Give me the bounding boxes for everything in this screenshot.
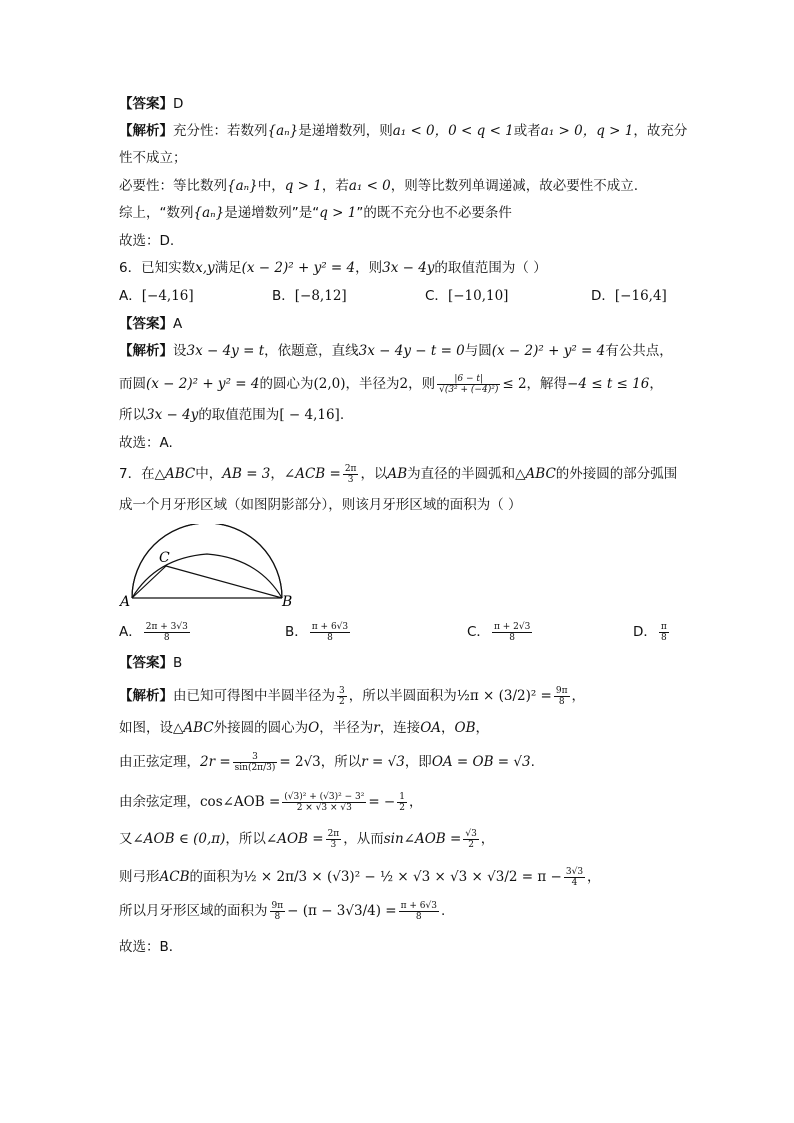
numerator: 3	[233, 752, 278, 763]
text: ，	[649, 376, 663, 392]
math: ∠ACB =	[283, 466, 341, 482]
math: {aₙ}	[267, 123, 299, 139]
text: 有公共点，	[605, 343, 673, 359]
numerator: √3	[465, 828, 477, 839]
math: (2,0)	[313, 376, 346, 392]
math: 3x − 4y − t = 0	[358, 343, 465, 359]
q7-option-b	[285, 620, 352, 644]
option-letter: C．	[425, 288, 448, 304]
text: 成一个月牙形区域（如图阴影部分），则该月牙形区域的面积为（ ）	[119, 497, 522, 513]
text: 的取值范围为（ ）	[434, 260, 547, 276]
text: 性不成立；	[119, 150, 187, 166]
q6-option-a	[119, 286, 194, 306]
text: .	[530, 754, 535, 770]
math: −4 ≤ t ≤ 16	[567, 376, 650, 392]
math: sin∠AOB =	[383, 831, 462, 847]
math: AB	[387, 466, 408, 482]
numerator: 9π	[271, 900, 284, 911]
math: {aₙ}	[193, 205, 225, 221]
text: 设	[173, 343, 187, 359]
math: OA = OB = √3	[431, 754, 531, 770]
math: q > 1	[284, 178, 322, 194]
text: ，	[480, 831, 495, 847]
text: 如图，设	[119, 720, 173, 736]
math: ACB	[159, 869, 190, 885]
q5-analysis-line-2	[119, 148, 187, 168]
denominator: 8	[558, 696, 565, 707]
math: r	[373, 720, 380, 736]
math: (x − 2)² + y² = 4	[491, 343, 606, 359]
math: 3x − 4y = t	[186, 343, 265, 359]
label-b: B	[282, 594, 293, 608]
q5-analysis-line-3	[119, 176, 638, 196]
label-c: C	[159, 550, 170, 566]
text: ”的既不充分也不必要条件	[356, 205, 512, 221]
math: (x − 2)² + y² = 4	[241, 260, 356, 276]
text: ，以	[360, 466, 388, 482]
text: ，则	[355, 260, 383, 276]
text: 综上，“数列	[119, 205, 194, 221]
numerator: 3	[339, 685, 345, 696]
denominator: 2	[339, 696, 345, 707]
math: O	[308, 720, 320, 736]
math: = 2√3	[279, 754, 321, 770]
q7-option-c	[467, 620, 534, 644]
math: △ABC	[173, 720, 214, 736]
text: ，若	[321, 178, 349, 194]
fraction	[310, 622, 350, 643]
denominator: 8	[163, 632, 170, 643]
fraction	[233, 752, 278, 773]
text: 6．已知实数	[119, 260, 196, 276]
denominator: 8	[661, 632, 667, 643]
fraction	[270, 901, 286, 922]
text: 所以	[119, 407, 146, 423]
numerator: (√3)² + (√3)² − 3²	[284, 791, 365, 802]
option-letter: D．	[591, 288, 615, 304]
denominator: 8	[327, 632, 333, 643]
text: ，解得	[526, 376, 568, 392]
math: 3x − 4y	[146, 407, 199, 423]
q7-option-a	[119, 620, 192, 644]
text: 所以月牙形区域的面积为	[119, 903, 268, 919]
math: ½π × (3/2)² =	[456, 688, 552, 704]
option-value: [−16,4]	[614, 288, 667, 304]
text: 而圆	[119, 376, 146, 392]
q5-analysis-line-1	[119, 121, 687, 141]
q7-stem-line-1	[119, 462, 677, 486]
math: ∠AOB ∈ (0,π)	[132, 831, 226, 847]
option-value: [−4,16]	[141, 288, 194, 304]
option-letter: A．	[119, 288, 142, 304]
text: 故选：A.	[119, 435, 173, 451]
q7-stem-line-2	[119, 495, 522, 515]
text: .	[339, 407, 345, 423]
numerator: 1	[399, 791, 405, 802]
text: ，	[408, 794, 423, 810]
analysis-label: 【解析】	[119, 343, 173, 359]
option-letter: D．	[633, 624, 657, 640]
q5-answer-line	[119, 94, 183, 114]
fraction	[554, 686, 570, 707]
denominator: √(3² + (−4)²)	[439, 384, 499, 395]
denominator: sin(2π/3)	[234, 762, 276, 773]
text: ，故充分	[633, 123, 688, 139]
text: 与圆	[464, 343, 492, 359]
q7-choose-line	[119, 937, 182, 957]
text: ，所以	[320, 754, 362, 770]
label-a: A	[120, 594, 131, 608]
math: − (π − 3√3/4) =	[287, 903, 397, 919]
numerator: 9π	[555, 685, 568, 696]
q6-analysis-line-1	[119, 341, 673, 361]
numerator: |6 − t|	[437, 374, 500, 385]
math: [ − 4,16]	[279, 407, 340, 423]
text: ，所以	[225, 831, 266, 847]
math: OB	[454, 720, 476, 736]
text: 则弓形	[119, 869, 160, 885]
math: a₁ < 0	[348, 178, 391, 194]
denominator: 3	[330, 839, 337, 850]
text: ，	[571, 688, 586, 704]
option-letter: B．	[285, 624, 308, 640]
math: q > 1	[319, 205, 357, 221]
denominator: 4	[571, 877, 578, 888]
answer-label: 【答案】	[119, 655, 173, 671]
text: ，连接	[379, 720, 421, 736]
text: ，则	[408, 376, 436, 392]
text: 故选：B．	[119, 939, 183, 955]
denominator: 3	[347, 474, 354, 485]
text: 7．在	[119, 466, 155, 482]
text: ，半径为	[319, 720, 374, 736]
text: 故选：D.	[119, 233, 175, 249]
text: 满足	[214, 260, 242, 276]
fraction	[144, 622, 190, 643]
text: ，	[441, 720, 455, 736]
option-letter: A．	[119, 624, 142, 640]
text: 是递增数列”是“	[224, 205, 320, 221]
q5-choose-line	[119, 231, 174, 251]
analysis-label: 【解析】	[119, 688, 173, 704]
text: 外接圆的圆心为	[213, 720, 309, 736]
math: a₁ > 0，q > 1	[540, 123, 634, 139]
fraction	[437, 374, 500, 395]
text: ，从而	[343, 831, 384, 847]
option-letter: B．	[272, 288, 295, 304]
math: x,y	[195, 260, 215, 276]
q5-analysis-line-4	[119, 203, 512, 223]
q7-option-d	[633, 620, 671, 644]
q6-analysis-line-3	[119, 405, 344, 425]
numerator: 2π	[344, 463, 357, 474]
q6-option-b	[272, 286, 347, 306]
math: ½ × 2π/3 × (√3)² − ½ × √3 × √3 × √3/2 = π −	[243, 869, 562, 885]
text: ，依题意，直线	[264, 343, 359, 359]
denominator: 8	[415, 911, 422, 922]
q7-analysis-line-6	[119, 864, 601, 890]
text: 的外接圆的部分弧围	[555, 466, 678, 482]
text: 由正弦定理，	[119, 754, 200, 770]
text: 的面积为	[189, 869, 244, 885]
denominator: 2	[399, 802, 405, 813]
fraction	[463, 829, 478, 850]
option-letter: C．	[467, 624, 490, 640]
q6-stem	[119, 258, 547, 278]
q7-analysis-line-2	[119, 718, 489, 738]
fraction	[326, 829, 342, 850]
text: 充分性：若数列	[173, 123, 268, 139]
text: ，所以半圆面积为	[348, 688, 457, 704]
numerator: 3√3	[565, 866, 584, 877]
q6-answer-line	[119, 314, 182, 334]
q7-analysis-line-4	[119, 788, 422, 816]
q7-analysis-line-7	[119, 898, 445, 924]
text: .	[440, 903, 446, 919]
text: 中，	[195, 466, 223, 482]
math: 2	[399, 376, 409, 392]
text: 的圆心为	[259, 376, 314, 392]
fraction	[564, 867, 585, 888]
option-value: [−10,10]	[447, 288, 509, 304]
denominator: 2	[468, 839, 474, 850]
numerator: 2π	[327, 828, 340, 839]
math: 3x − 4y	[382, 260, 435, 276]
text: ，	[587, 869, 601, 885]
q6-analysis-line-2	[119, 371, 663, 397]
q6-choose-line	[119, 433, 173, 453]
q6-option-d	[591, 286, 667, 306]
numerator: π	[660, 621, 667, 632]
fraction	[659, 622, 669, 643]
math: r = √3	[361, 754, 405, 770]
answer-value: D	[173, 96, 184, 112]
text: 或者	[513, 123, 541, 139]
math: ∠AOB =	[265, 831, 324, 847]
math: OA	[420, 720, 442, 736]
text: 的取值范围为	[198, 407, 280, 423]
fraction	[399, 901, 439, 922]
text: 必要性：等比数列	[119, 178, 227, 194]
answer-label: 【答案】	[119, 316, 173, 332]
math: a₁ < 0，0 < q < 1	[392, 123, 514, 139]
numerator: 2π + 3√3	[145, 621, 188, 632]
math: △ABC	[154, 466, 196, 482]
crescent-figure	[116, 524, 300, 608]
text: ，	[475, 720, 490, 736]
text: ，半径为	[345, 376, 400, 392]
numerator: π + 6√3	[311, 621, 349, 632]
fraction	[397, 792, 407, 813]
math: {aₙ}	[227, 178, 258, 194]
text: 中，	[257, 178, 285, 194]
numerator: π + 6√3	[400, 900, 437, 911]
q7-analysis-line-5	[119, 826, 494, 852]
option-value: [−8,12]	[294, 288, 347, 304]
q7-answer-line	[119, 653, 182, 673]
answer-label: 【答案】	[119, 96, 173, 112]
math: ≤ 2	[502, 376, 527, 392]
text: ，即	[404, 754, 432, 770]
text: ，则等比数列单调递减，故必要性不成立.	[390, 178, 639, 194]
answer-value: A	[173, 316, 183, 332]
answer-value: B	[173, 655, 183, 671]
text: 为直径的半圆弧和	[407, 466, 516, 482]
text: ，	[270, 466, 284, 482]
fraction	[282, 792, 366, 813]
text: 由余弦定理，	[119, 794, 200, 810]
numerator: π + 2√3	[493, 621, 531, 632]
fraction	[492, 622, 532, 643]
analysis-label: 【解析】	[119, 123, 173, 139]
q7-analysis-line-1	[119, 683, 585, 709]
text: 是递增数列，则	[298, 123, 393, 139]
q7-analysis-line-3	[119, 748, 535, 776]
denominator: 8	[274, 911, 281, 922]
math: (x − 2)² + y² = 4	[146, 376, 260, 392]
math: cos∠AOB =	[200, 794, 281, 810]
denominator: 2 × √3 × √3	[296, 802, 352, 813]
math: = −	[368, 794, 396, 810]
fraction	[337, 686, 347, 707]
math: △ABC	[515, 466, 556, 482]
text: 又	[119, 831, 133, 847]
math: 2r =	[200, 754, 231, 770]
denominator: 8	[509, 632, 515, 643]
q6-option-c	[425, 286, 508, 306]
text: 由已知可得图中半圆半径为	[173, 688, 335, 704]
math: AB = 3	[222, 466, 271, 482]
fraction	[343, 464, 359, 485]
